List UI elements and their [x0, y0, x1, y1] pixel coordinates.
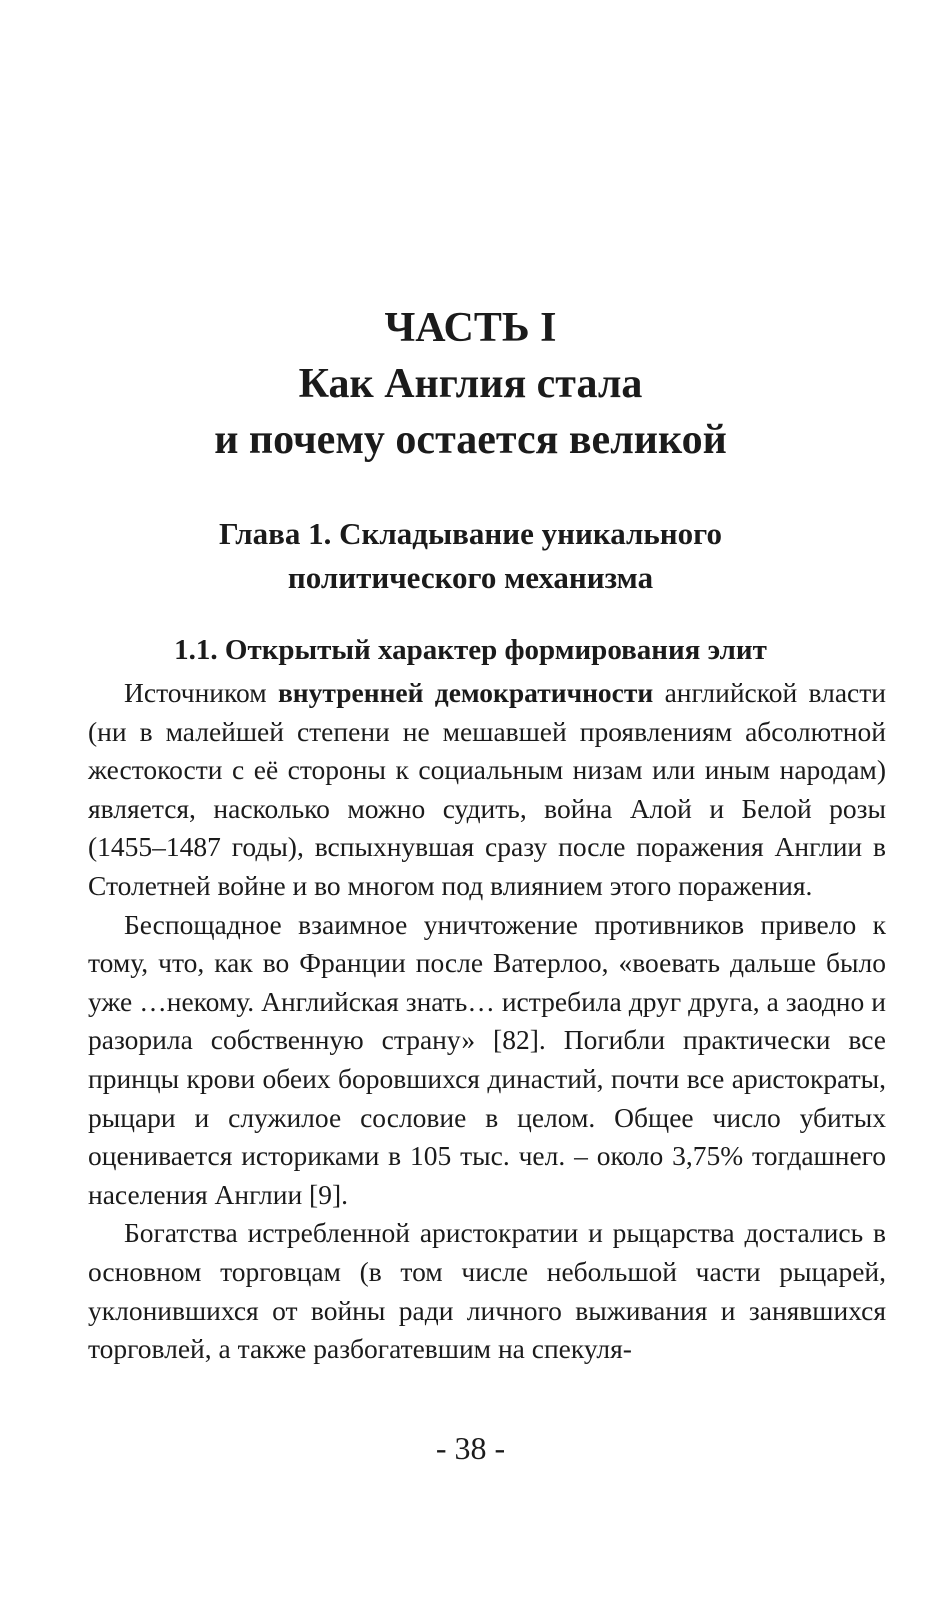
paragraph-2: Беспощадное взаимное уничтожение противников привело к тому, что, как во Франции после Ватерлоо, «воевать дальше было уже …некому. Английская знать… истребила друг друга, а заодно и разорила собственную страну» [82]. Погибли практически все принцы крови обеих боровшихся династий, почти все аристократы, рыцари и служилое сословие в целом. Общее число убитых оценивается историками в 105 тыс. чел. – около 3,75% тогдашнего населения Англии [9].	[88, 908, 886, 1210]
chapter-title-line-2: политического механизма	[287, 560, 654, 595]
page-number: - 38 -	[435, 1430, 506, 1466]
paragraph-1	[88, 674, 886, 906]
paragraph-1-rest: английской власти (ни в малейшей степени не мешавшей проявлениям абсолютной жестокости с её стороны к социальным низам или иным народам) является, насколько можно судить, война Алой и Белой розы (1455–1487 годы), вспыхнувшая сразу после поражения Англии в Столетней войне и во многом под влиянием этого поражения.	[88, 677, 886, 901]
part-title	[0, 300, 941, 468]
chapter-title-line-1: Глава 1. Складывание уникального	[219, 516, 722, 551]
paragraph-1-emphasis: внутренней демократичности	[277, 677, 654, 708]
part-title-line-3: и почему остается великой	[214, 417, 727, 463]
chapter-title	[0, 512, 941, 600]
body-text	[88, 674, 886, 1369]
paragraph-3: Богатства истребленной аристократии и рыцарства достались в основном торговцам (в том числе небольшой части рыцарей, уклонившихся от войны ради личного выживания и занявшихся торговлей, а также разбогатевшим на спекуля-	[88, 1217, 886, 1365]
section-title: 1.1. Открытый характер формирования элит	[174, 634, 767, 666]
paragraph-1-start: Источником	[124, 677, 278, 708]
part-title-line-2: Как Англия стала	[298, 361, 643, 407]
part-title-line-1: ЧАСТЬ I	[384, 305, 557, 351]
